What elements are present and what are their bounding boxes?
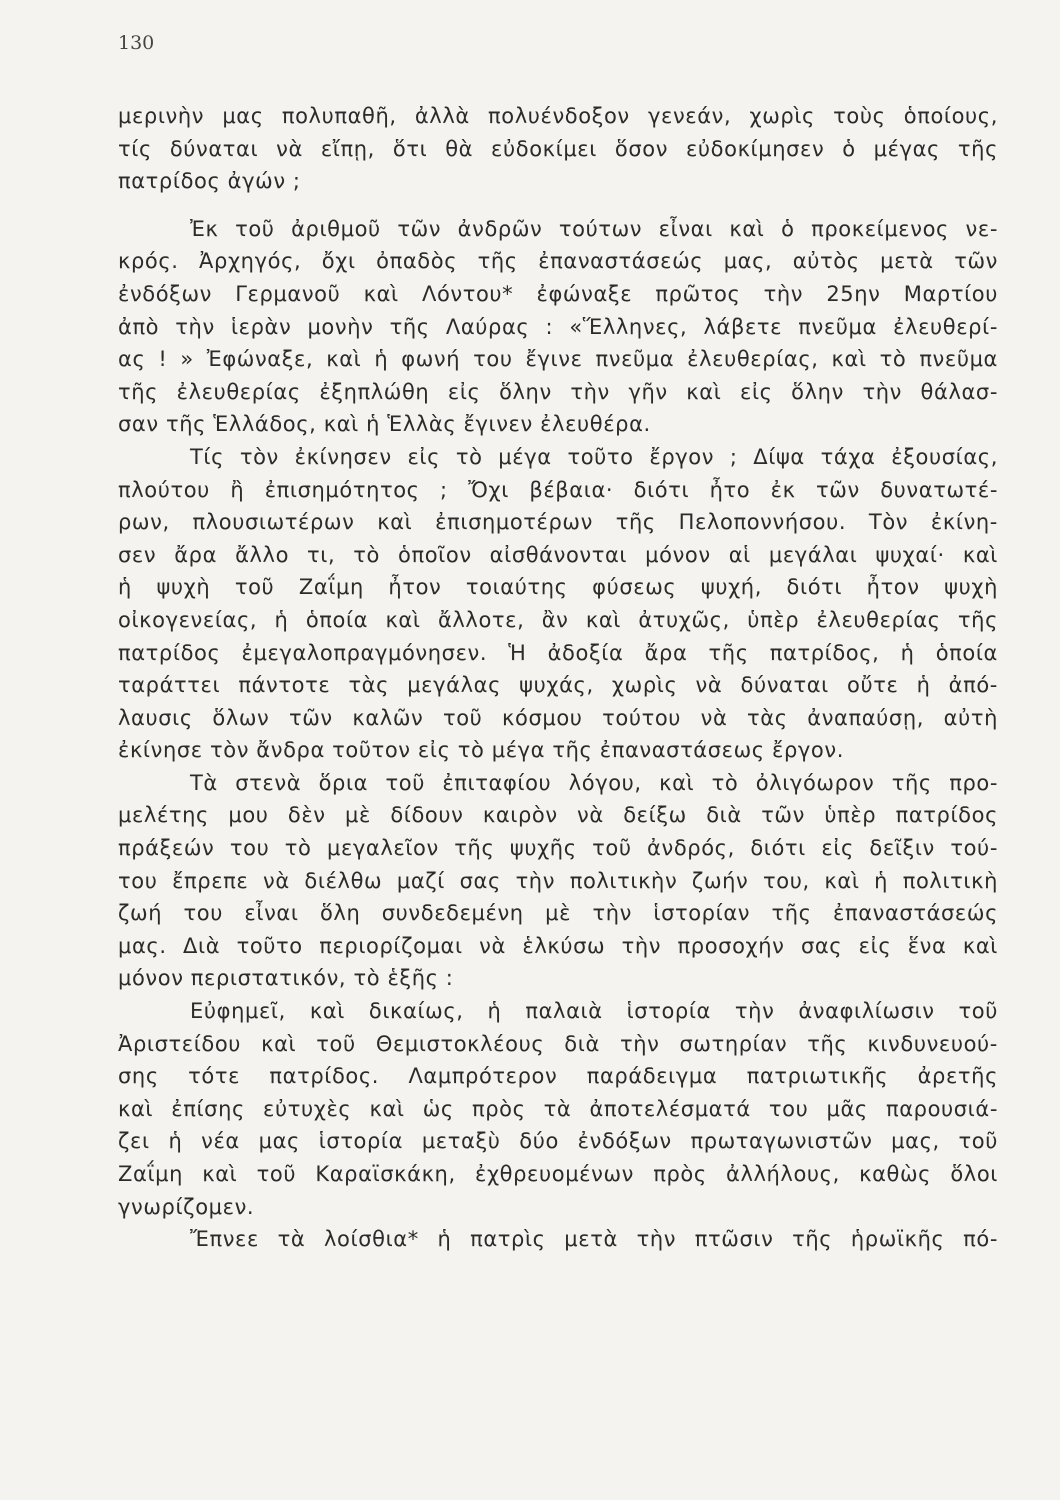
text-line: Τίς τὸν ἐκίνησεν εἰς τὸ μέγα τοῦτο ἔργον ; Δίψα τάχα ἐξουσίας, [190, 444, 998, 469]
text-line: σης τότε πατρίδος. Λαμπρότερον παράδειγμα πατριωτικῆς ἀρετῆς [118, 1064, 998, 1089]
text-line: ας ! » Ἐφώναξε, καὶ ἡ φωνή του ἔγινε πνεῦμα ἐλευθερίας, καὶ τὸ πνεῦμα [118, 347, 998, 372]
text-line: σεν ἄρα ἄλλο τι, τὸ ὁποῖον αἰσθάνονται μόνον αἱ μεγάλαι ψυχαί· καὶ [118, 542, 998, 567]
body-text [118, 100, 998, 1256]
text-line: γνωρίζομεν. [118, 1194, 255, 1219]
text-line: Τὰ στενὰ ὅρια τοῦ ἐπιταφίου λόγου, καὶ τὸ ὀλιγόωρον τῆς προ- [190, 770, 998, 795]
text-line: τίς δύναται νὰ εἴπῃ, ὅτι θὰ εὐδοκίμει ὅσον εὐδοκίμησεν ὁ μέγας τῆς [118, 136, 998, 161]
text-line: μελέτης μου δὲν μὲ δίδουν καιρὸν νὰ δείξω διὰ τῶν ὑπὲρ πατρίδος [118, 803, 998, 828]
text-line: μόνον περιστατικόν, τὸ ἑξῆς : [118, 966, 454, 991]
text-line: του ἔπρεπε νὰ διέλθω μαζί σας τὴν πολιτικὴν ζωήν του, καὶ ἡ πολιτικὴ [118, 868, 998, 893]
text-line: ἡ ψυχὴ τοῦ Ζαΐμη ἦτον τοιαύτης φύσεως ψυχή, διότι ἦτον ψυχὴ [118, 575, 998, 600]
text-line: ζει ἡ νέα μας ἱστορία μεταξὺ δύο ἐνδόξων πρωταγωνιστῶν μας, τοῦ [118, 1129, 998, 1154]
text-line: Ἔπνεε τὰ λοίσθια* ἡ πατρὶς μετὰ τὴν πτῶσιν τῆς ἡρωϊκῆς πό- [190, 1227, 998, 1252]
text-line: πλούτου ἢ ἐπισημότητος ; Ὄχι βέβαια· διότι ἦτο ἐκ τῶν δυνατωτέ- [118, 477, 998, 502]
text-line: ζωή του εἶναι ὅλη συνδεδεμένη μὲ τὴν ἱστορίαν τῆς ἐπαναστάσεώς [118, 901, 998, 926]
text-line: οἰκογενείας, ἡ ὁποία καὶ ἄλλοτε, ἂν καὶ ἀτυχῶς, ὑπὲρ ἐλευθερίας τῆς [118, 607, 998, 632]
page-number: 130 [118, 32, 155, 54]
text-line: ἐνδόξων Γερμανοῦ καὶ Λόντου* ἐφώναξε πρῶτος τὴν 25ην Μαρτίου [118, 281, 998, 306]
text-line: μερινὴν μας πολυπαθῆ, ἀλλὰ πολυένδοξον γενεάν, χωρὶς τοὺς ὁποίους, [118, 104, 998, 128]
text-line: καὶ ἐπίσης εὐτυχὲς καὶ ὡς πρὸς τὰ ἀποτελέσματά του μᾶς παρουσιά- [118, 1096, 998, 1121]
text-line: πατρίδος ἐμεγαλοπραγμόνησεν. Ἡ ἀδοξία ἄρα τῆς πατρίδος, ἡ ὁποία [118, 640, 998, 665]
text-line: πράξεών του τὸ μεγαλεῖον τῆς ψυχῆς τοῦ ἀνδρός, διότι εἰς δεῖξιν τού- [118, 836, 998, 861]
text-line: ἀπὸ τὴν ἱερὰν μονὴν τῆς Λαύρας : «Ἕλληνες, λάβετε πνεῦμα ἐλευθερί- [118, 314, 998, 339]
text-line: Ζαΐμη καὶ τοῦ Καραϊσκάκη, ἐχθρευομένων πρὸς ἀλλήλους, καθὼς ὅλοι [118, 1162, 998, 1186]
text-line: Ἐκ τοῦ ἀριθμοῦ τῶν ἀνδρῶν τούτων εἶναι καὶ ὁ προκείμενος νε- [190, 216, 998, 241]
text-line: Εὐφημεῖ, καὶ δικαίως, ἡ παλαιὰ ἱστορία τὴν ἀναφιλίωσιν τοῦ [190, 999, 998, 1024]
text-line: τῆς ἐλευθερίας ἐξηπλώθη εἰς ὅλην τὴν γῆν καὶ εἰς ὅλην τὴν θάλασ- [118, 379, 998, 404]
text-line: ἐκίνησε τὸν ἄνδρα τοῦτον εἰς τὸ μέγα τῆς ἐπαναστάσεως ἔργον. [118, 738, 844, 763]
text-line: πατρίδος ἀγών ; [118, 169, 301, 194]
text-line: Ἀριστείδου καὶ τοῦ Θεμιστοκλέους διὰ τὴν σωτηρίαν τῆς κινδυνευού- [118, 1031, 998, 1056]
text-line: ταράττει πάντοτε τὰς μεγάλας ψυχάς, χωρὶς νὰ δύναται οὔτε ἡ ἀπό- [118, 673, 998, 698]
text-line: ρων, πλουσιωτέρων καὶ ἐπισημοτέρων τῆς Πελοποννήσου. Τὸν ἐκίνη- [118, 510, 998, 535]
text-line: μας. Διὰ τοῦτο περιορίζομαι νὰ ἑλκύσω τὴν προσοχήν σας εἰς ἕνα καὶ [118, 933, 998, 958]
text-line: λαυσις ὅλων τῶν καλῶν τοῦ κόσμου τούτου νὰ τὰς ἀναπαύσῃ, αὐτὴ [118, 705, 998, 730]
text-line: κρός. Ἀρχηγός, ὄχι ὀπαδὸς τῆς ἐπαναστάσεώς μας, αὐτὸς μετὰ τῶν [118, 249, 998, 274]
text-line: σαν τῆς Ἑλλάδος, καὶ ἡ Ἑλλὰς ἔγινεν ἐλευθέρα. [118, 412, 651, 437]
